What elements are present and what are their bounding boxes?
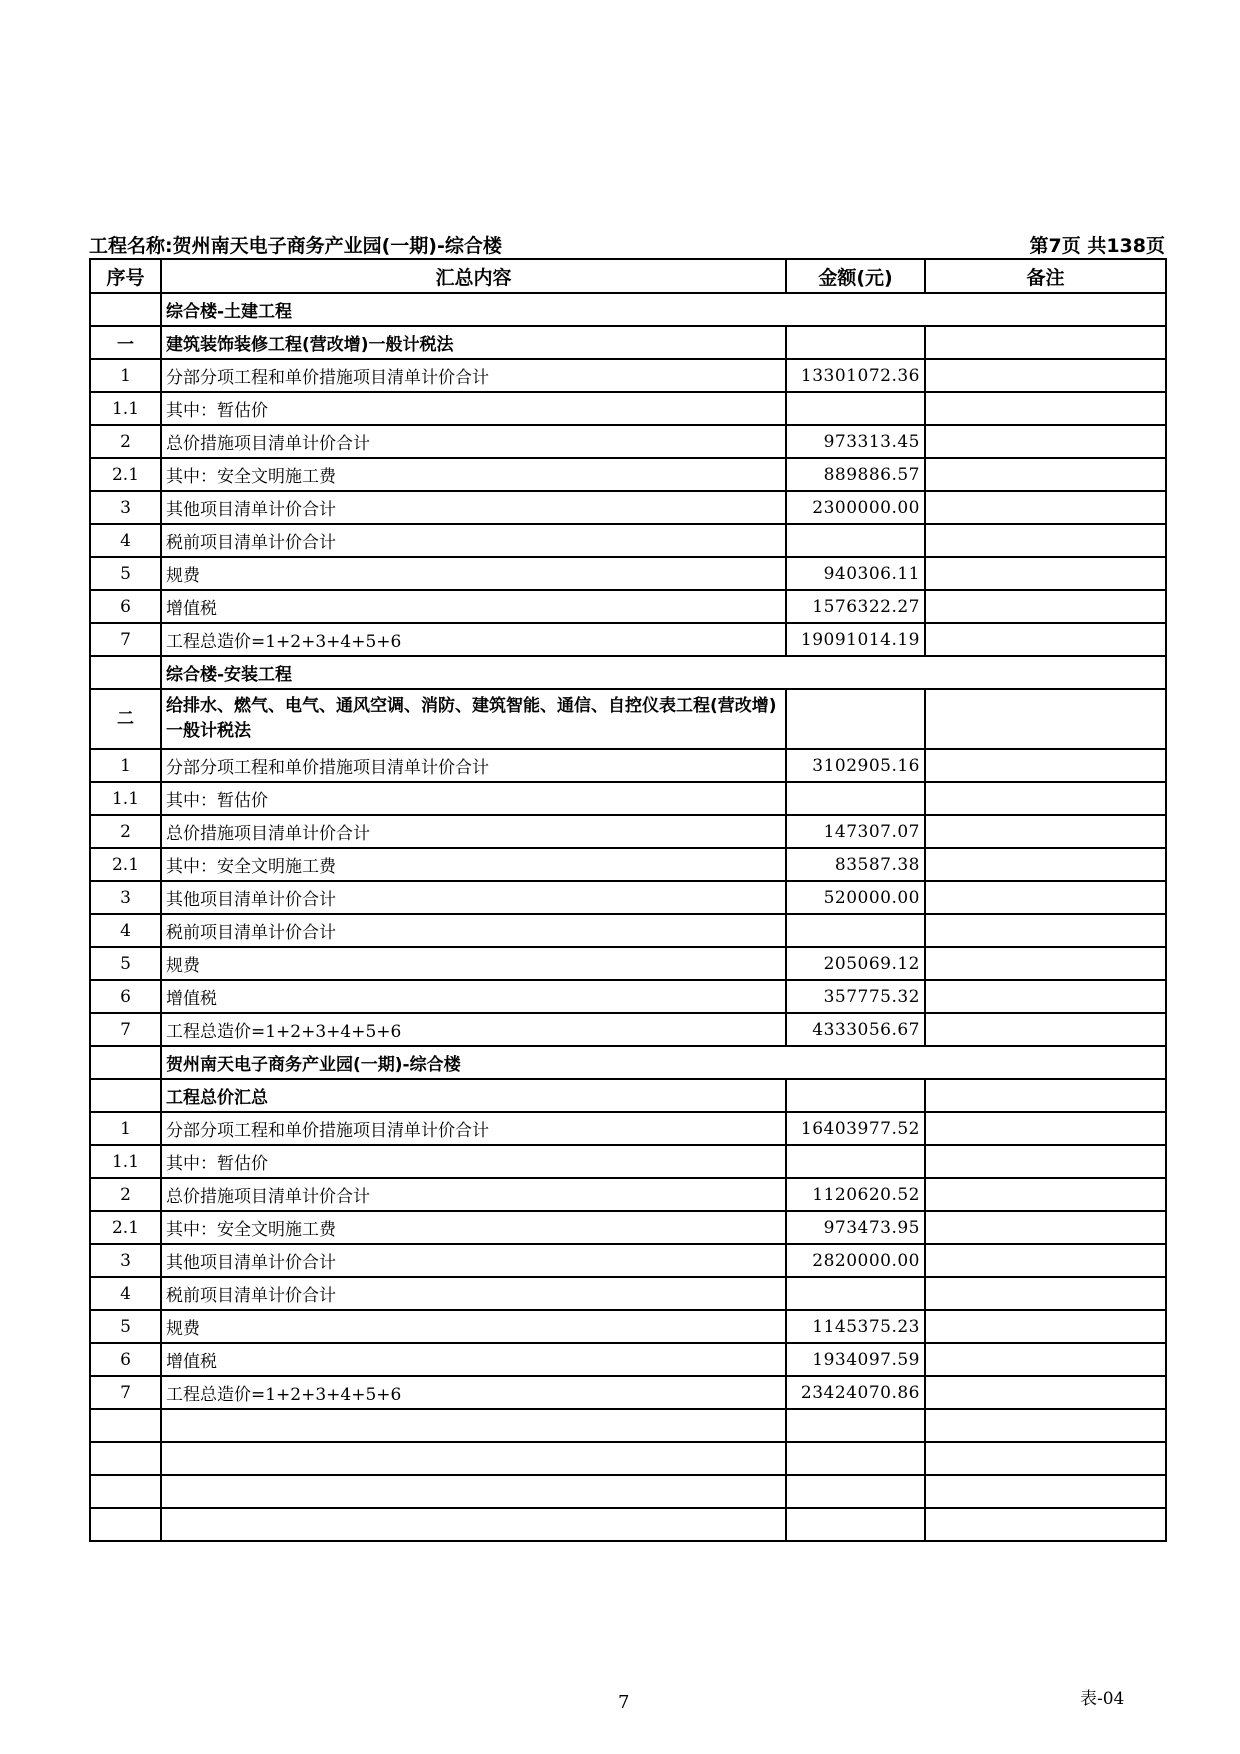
content-cell: [161, 1475, 786, 1508]
amount-cell: [786, 1475, 925, 1508]
remark-cell: [925, 815, 1166, 848]
project-name: 工程名称:贺州南天电子商务产业园(一期)-综合楼: [89, 235, 502, 257]
amount-cell: [786, 1079, 925, 1112]
table-row: [90, 1211, 1166, 1244]
row-number-cell: 7: [90, 1013, 161, 1046]
remark-cell: [925, 557, 1166, 590]
amount-cell: 1934097.59: [786, 1343, 925, 1376]
table-row: [90, 848, 1166, 881]
remark-cell: [925, 782, 1166, 815]
table-row: [90, 782, 1166, 815]
row-number-cell: 3: [90, 1244, 161, 1277]
amount-cell: [786, 524, 925, 557]
content-cell: 分部分项工程和单价措施项目清单计价合计: [161, 749, 786, 782]
row-number-cell: 1: [90, 749, 161, 782]
content-cell: 税前项目清单计价合计: [161, 914, 786, 947]
row-number-cell: [90, 1508, 161, 1541]
content-cell: 其中：暂估价: [161, 1145, 786, 1178]
content-cell: 工程总价汇总: [161, 1079, 786, 1112]
amount-cell: 973313.45: [786, 425, 925, 458]
remark-cell: [925, 590, 1166, 623]
summary-table: [89, 258, 1167, 1542]
row-number-cell: 一: [90, 326, 161, 359]
amount-cell: 940306.11: [786, 557, 925, 590]
content-cell: 总价措施项目清单计价合计: [161, 425, 786, 458]
remark-cell: [925, 1211, 1166, 1244]
amount-cell: 889886.57: [786, 458, 925, 491]
table-row: [90, 749, 1166, 782]
amount-cell: [786, 782, 925, 815]
section-row: [90, 656, 1166, 689]
remark-cell: [925, 524, 1166, 557]
table-row: [90, 491, 1166, 524]
remark-cell: [925, 1310, 1166, 1343]
heading-row: [90, 326, 1166, 359]
content-cell: 其中：安全文明施工费: [161, 1211, 786, 1244]
remark-cell: [925, 1508, 1166, 1541]
blank-row: [90, 1409, 1166, 1442]
remark-cell: [925, 623, 1166, 656]
remark-cell: [925, 1244, 1166, 1277]
row-number-cell: 2: [90, 1178, 161, 1211]
blank-row: [90, 1475, 1166, 1508]
content-cell: 增值税: [161, 590, 786, 623]
content-cell: 总价措施项目清单计价合计: [161, 1178, 786, 1211]
table-row: [90, 881, 1166, 914]
amount-cell: 1120620.52: [786, 1178, 925, 1211]
row-number-cell: 4: [90, 524, 161, 557]
row-number-cell: 1.1: [90, 782, 161, 815]
amount-cell: 1145375.23: [786, 1310, 925, 1343]
row-number-cell: 5: [90, 1310, 161, 1343]
remark-cell: [925, 881, 1166, 914]
content-cell: 规费: [161, 557, 786, 590]
table-row: [90, 1277, 1166, 1310]
content-cell: 规费: [161, 947, 786, 980]
row-number-cell: 1.1: [90, 1145, 161, 1178]
amount-cell: 13301072.36: [786, 359, 925, 392]
row-number-cell: 4: [90, 914, 161, 947]
content-cell: 工程总造价=1+2+3+4+5+6: [161, 1013, 786, 1046]
table-row: [90, 1310, 1166, 1343]
table-row: [90, 815, 1166, 848]
content-cell: 工程总造价=1+2+3+4+5+6: [161, 1376, 786, 1409]
amount-cell: 16403977.52: [786, 1112, 925, 1145]
content-cell: 其中：安全文明施工费: [161, 848, 786, 881]
amount-cell: [786, 1442, 925, 1475]
amount-cell: 3102905.16: [786, 749, 925, 782]
table-row: [90, 1343, 1166, 1376]
remark-cell: [925, 491, 1166, 524]
table-row: [90, 1178, 1166, 1211]
remark-cell: [925, 980, 1166, 1013]
remark-cell: [925, 458, 1166, 491]
document-header: [89, 230, 1165, 258]
table-row: [90, 914, 1166, 947]
content-cell: 规费: [161, 1310, 786, 1343]
table-row: [90, 1013, 1166, 1046]
table-row: [90, 458, 1166, 491]
amount-cell: 23424070.86: [786, 1376, 925, 1409]
remark-cell: [925, 1277, 1166, 1310]
row-number-cell: 2.1: [90, 848, 161, 881]
remark-cell: [925, 848, 1166, 881]
row-number-cell: [90, 1046, 161, 1079]
section-title: 综合楼-土建工程: [161, 293, 1166, 326]
row-number-cell: 3: [90, 491, 161, 524]
table-header-row: [90, 259, 1166, 293]
table-row: [90, 1244, 1166, 1277]
content-cell: 税前项目清单计价合计: [161, 1277, 786, 1310]
page-number: 7: [618, 1692, 630, 1713]
content-cell: 增值税: [161, 1343, 786, 1376]
column-header-content: 汇总内容: [161, 259, 786, 293]
remark-cell: [925, 425, 1166, 458]
amount-cell: 357775.32: [786, 980, 925, 1013]
section-title: 贺州南天电子商务产业园(一期)-综合楼: [161, 1046, 1166, 1079]
content-cell: 其中：安全文明施工费: [161, 458, 786, 491]
row-number-cell: 3: [90, 881, 161, 914]
column-header-remark: 备注: [925, 259, 1166, 293]
table-row: [90, 947, 1166, 980]
heading-row: [90, 689, 1166, 749]
row-number-cell: 7: [90, 623, 161, 656]
row-number-cell: 2.1: [90, 458, 161, 491]
table-row: [90, 623, 1166, 656]
amount-cell: [786, 1145, 925, 1178]
table-number: 表-04: [1080, 1689, 1125, 1709]
remark-cell: [925, 392, 1166, 425]
amount-cell: 520000.00: [786, 881, 925, 914]
row-number-cell: 6: [90, 590, 161, 623]
remark-cell: [925, 359, 1166, 392]
column-header-amount: 金额(元): [786, 259, 925, 293]
row-number-cell: [90, 1409, 161, 1442]
remark-cell: [925, 1409, 1166, 1442]
content-cell: 其他项目清单计价合计: [161, 881, 786, 914]
content-cell: 增值税: [161, 980, 786, 1013]
amount-cell: 205069.12: [786, 947, 925, 980]
row-number-cell: 2: [90, 425, 161, 458]
table-row: [90, 425, 1166, 458]
amount-cell: 19091014.19: [786, 623, 925, 656]
table-row: [90, 392, 1166, 425]
row-number-cell: 1: [90, 1112, 161, 1145]
content-cell: 其他项目清单计价合计: [161, 491, 786, 524]
row-number-cell: [90, 1079, 161, 1112]
row-number-cell: 7: [90, 1376, 161, 1409]
blank-row: [90, 1508, 1166, 1541]
section-title: 综合楼-安装工程: [161, 656, 1166, 689]
amount-cell: 83587.38: [786, 848, 925, 881]
amount-cell: 2820000.00: [786, 1244, 925, 1277]
row-number-cell: 二: [90, 689, 161, 749]
content-cell: [161, 1508, 786, 1541]
content-cell: 分部分项工程和单价措施项目清单计价合计: [161, 359, 786, 392]
heading-row: [90, 1079, 1166, 1112]
amount-cell: [786, 1409, 925, 1442]
row-number-cell: [90, 293, 161, 326]
remark-cell: [925, 1442, 1166, 1475]
content-cell: 其中：暂估价: [161, 392, 786, 425]
row-number-cell: 1.1: [90, 392, 161, 425]
table-row: [90, 359, 1166, 392]
remark-cell: [925, 914, 1166, 947]
amount-cell: [786, 914, 925, 947]
content-cell: 分部分项工程和单价措施项目清单计价合计: [161, 1112, 786, 1145]
remark-cell: [925, 1475, 1166, 1508]
row-number-cell: 2: [90, 815, 161, 848]
content-cell: 建筑装饰装修工程(营改增)一般计税法: [161, 326, 786, 359]
content-cell: 给排水、燃气、电气、通风空调、消防、建筑智能、通信、自控仪表工程(营改增)一般计税法: [161, 689, 786, 749]
content-cell: 税前项目清单计价合计: [161, 524, 786, 557]
remark-cell: [925, 1376, 1166, 1409]
remark-cell: [925, 1013, 1166, 1046]
table-row: [90, 524, 1166, 557]
remark-cell: [925, 1079, 1166, 1112]
table-row: [90, 557, 1166, 590]
remark-cell: [925, 1145, 1166, 1178]
remark-cell: [925, 1343, 1166, 1376]
amount-cell: [786, 1508, 925, 1541]
content-cell: 工程总造价=1+2+3+4+5+6: [161, 623, 786, 656]
section-row: [90, 293, 1166, 326]
row-number-cell: 1: [90, 359, 161, 392]
amount-cell: 1576322.27: [786, 590, 925, 623]
table-row: [90, 1145, 1166, 1178]
amount-cell: 4333056.67: [786, 1013, 925, 1046]
row-number-cell: [90, 656, 161, 689]
row-number-cell: 2.1: [90, 1211, 161, 1244]
row-number-cell: 6: [90, 980, 161, 1013]
blank-row: [90, 1442, 1166, 1475]
amount-cell: 2300000.00: [786, 491, 925, 524]
remark-cell: [925, 947, 1166, 980]
remark-cell: [925, 326, 1166, 359]
remark-cell: [925, 689, 1166, 749]
amount-cell: [786, 689, 925, 749]
amount-cell: 973473.95: [786, 1211, 925, 1244]
row-number-cell: 4: [90, 1277, 161, 1310]
content-cell: 总价措施项目清单计价合计: [161, 815, 786, 848]
table-row: [90, 980, 1166, 1013]
row-number-cell: [90, 1475, 161, 1508]
table-row: [90, 1112, 1166, 1145]
section-row: [90, 1046, 1166, 1079]
row-number-cell: [90, 1442, 161, 1475]
row-number-cell: 5: [90, 557, 161, 590]
content-cell: 其他项目清单计价合计: [161, 1244, 786, 1277]
row-number-cell: 5: [90, 947, 161, 980]
remark-cell: [925, 1178, 1166, 1211]
amount-cell: 147307.07: [786, 815, 925, 848]
content-cell: [161, 1442, 786, 1475]
remark-cell: [925, 749, 1166, 782]
amount-cell: [786, 1277, 925, 1310]
amount-cell: [786, 392, 925, 425]
page-info: 第7页 共138页: [1029, 235, 1165, 257]
table-row: [90, 1376, 1166, 1409]
content-cell: [161, 1409, 786, 1442]
column-header-no: 序号: [90, 259, 161, 293]
amount-cell: [786, 326, 925, 359]
content-cell: 其中：暂估价: [161, 782, 786, 815]
table-row: [90, 590, 1166, 623]
remark-cell: [925, 1112, 1166, 1145]
row-number-cell: 6: [90, 1343, 161, 1376]
